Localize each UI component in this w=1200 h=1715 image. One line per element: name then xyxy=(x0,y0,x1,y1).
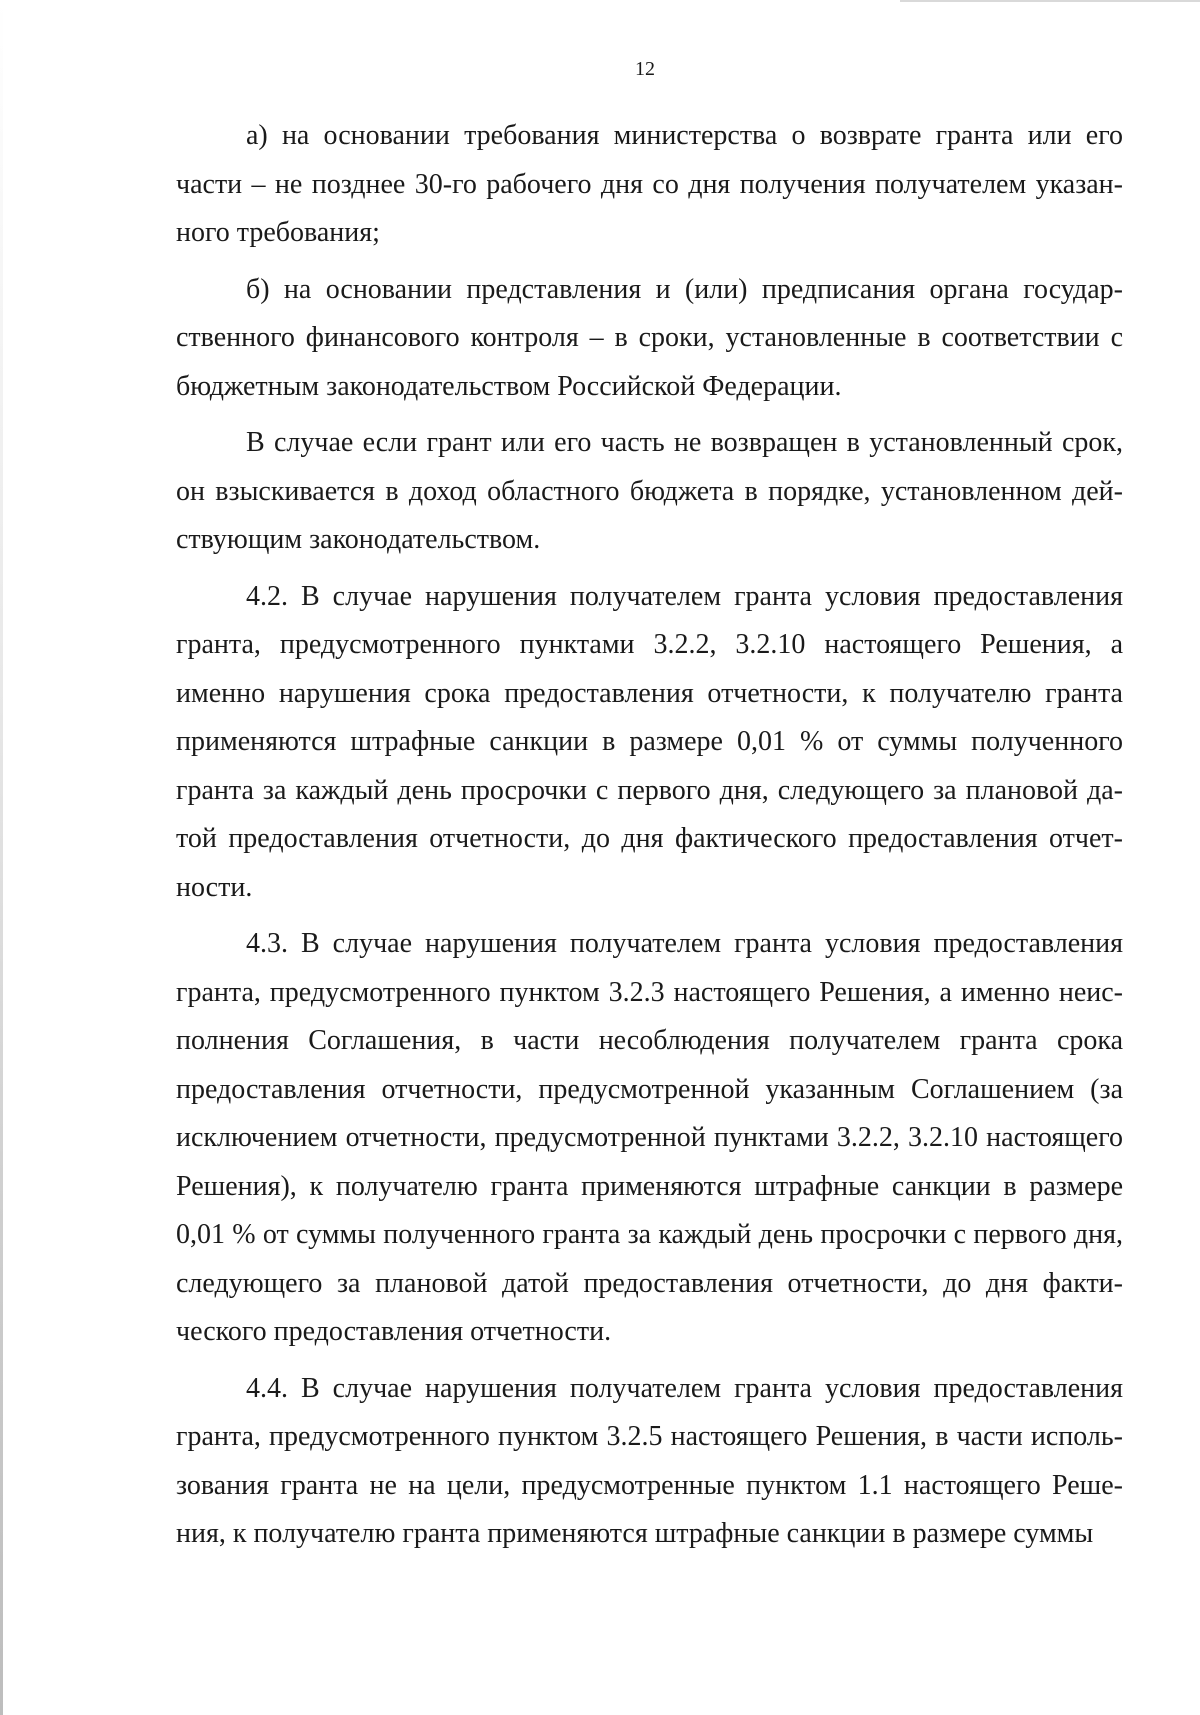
paragraph-a: а) на основании требования министерства о возврате гранта или его части – не позднее 30-го рабочего дня со дня получения получателем указанного требования; xyxy=(176,120,1123,248)
paragraph-4-2: 4.2. В случае нарушения получателем гранта условия предоставления гранта, предусмотренного пунктами 3.2.2, 3.2.10 настоящего Решения, а именно нарушения срока предоставления отчетности, к получателю гранта применяются штрафные санкции в размере 0,01 % от суммы полученного гранта за каждый день просрочки с первого дня, следующего за плановой датой предоставления отчетности, до дня фактического предоставления отчетности. xyxy=(176,580,1123,903)
document-body xyxy=(176,112,1123,1559)
scan-edge-left xyxy=(0,0,3,1715)
paragraph-recovery: В случае если грант или его часть не возвращен в установленный срок, он взыскивается в доход областного бюджета в порядке, установленном действующим законодательством. xyxy=(176,427,1123,555)
scan-edge-top xyxy=(900,0,1200,2)
paragraph-4-4: 4.4. В случае нарушения получателем гранта условия предоставления гранта, предусмотренного пунктом 3.2.5 настоящего Решения, в части использования гранта не на цели, предусмотренные пунктом 1.1 настоящего Решения, к получателю гранта применяются штрафные санкции в размере суммы xyxy=(176,1372,1123,1549)
paragraph-b: б) на основании представления и (или) предписания органа государственного финансового контроля – в сроки, установленные в соответствии с бюджетным законодательством Российской Федерации. xyxy=(176,273,1123,402)
page-number: 12 xyxy=(635,58,655,80)
paragraph-4-3: 4.3. В случае нарушения получателем гранта условия предоставления гранта, предусмотренного пунктом 3.2.3 настоящего Решения, а именно неисполнения Соглашения, в части несоблюдения получателем гранта срока предоставления отчетности, предусмотренной указанным Соглашением (за исключением отчетности, предусмотренной пунктами 3.2.2, 3.2.10 настоящего Решения), к получателю гранта применяются штрафные санкции в размере 0,01 % от суммы полученного гранта за каждый день просрочки с первого дня, следующего за плановой датой предоставления отчетности, до дня фактического предоставления отчетности. xyxy=(176,928,1123,1347)
